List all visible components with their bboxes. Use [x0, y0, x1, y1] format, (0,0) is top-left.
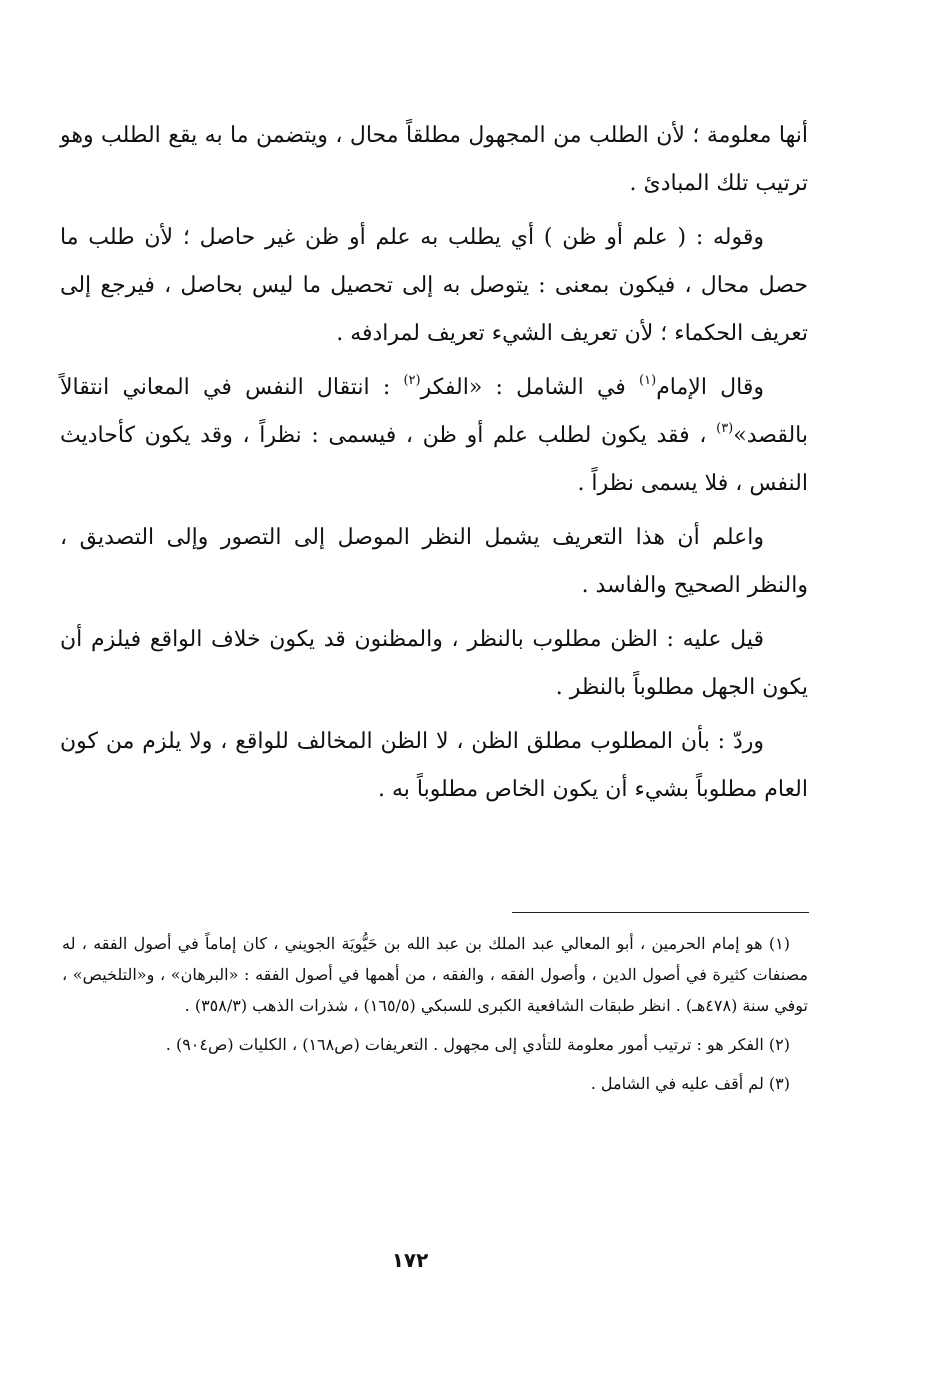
- paragraph-3-part-d: ، فقد يكون لطلب علم أو ظن ، فيسمى : نظراً ، وقد يكون كأحاديث النفس ، فلا يسمى نظراً .: [60, 423, 808, 496]
- footnote-separator: [512, 912, 809, 913]
- paragraph-4: واعلم أن هذا التعريف يشمل النظر الموصل إلى التصور وإلى التصديق ، والنظر الصحيح والفاسد .: [60, 525, 808, 598]
- paragraph-6: وردّ : بأن المطلوب مطلق الظن ، لا الظن المخالف للواقع ، ولا يلزم من كون العام مطلوباً بشيء أن يكون الخاص مطلوباً به .: [60, 729, 808, 802]
- paragraph-3-part-b: في الشامل : «الفكر: [420, 375, 640, 400]
- footnote-ref-2: (٢): [403, 372, 421, 388]
- footnote-1: (١) هو إمام الحرمين ، أبو المعالي عبد الملك بن عبد الله بن حَيُّويَة الجويني ، كان إماماً في أصول الفقه ، له مصنفات كثيرة في أصول الدين ، وأصول الفقه ، والفقه ، من أهمها في أصول الفقه : «البرهان» ، و«التلخيص» ، توفي سنة (٤٧٨هـ) . انظر طبقات الشافعية الكبرى للسبكي (١٦٥/٥) ، شذرات الذهب (٣٥٨/٣) .: [62, 934, 808, 1015]
- paragraph-5: قيل عليه : الظن مطلوب بالنظر ، والمظنون قد يكون خلاف الواقع فيلزم أن يكون الجهل مطلوباً بالنظر .: [60, 627, 808, 700]
- footnote-2: (٢) الفكر هو : ترتيب أمور معلومة للتأدي إلى مجهول . التعريفات (ص١٦٨) ، الكليات (ص٩٠٤) .: [165, 1035, 790, 1054]
- main-text: [60, 112, 808, 820]
- paragraph-3: [60, 364, 808, 508]
- footnotes: [62, 928, 808, 1107]
- footnote-ref-3: (٣): [716, 420, 734, 436]
- paragraph-1: أنها معلومة ؛ لأن الطلب من المجهول مطلقاً محال ، ويتضمن ما به يقع الطلب وهو ترتيب تلك المبادئ .: [60, 123, 808, 196]
- paragraph-3-part-c: : انتقال النفس في المعاني انتقالاً بالقصد»: [60, 375, 808, 448]
- footnote-3: (٣) لم أقف عليه في الشامل .: [590, 1074, 790, 1093]
- paragraph-2: وقوله : ( علم أو ظن ) أي يطلب به علم أو ظن غير حاصل ؛ لأن طلب ما حصل محال ، فيكون بمعنى : يتوصل به إلى تحصيل ما ليس بحاصل ، فيرجع إلى تعريف الحكماء ؛ لأن تعريف الشيء تعريف لمرادفه .: [60, 225, 808, 346]
- paragraph-3-part-a: وقال الإمام: [656, 375, 765, 400]
- footnote-ref-1: (١): [639, 372, 657, 388]
- page-number: ١٧٢: [391, 1248, 429, 1272]
